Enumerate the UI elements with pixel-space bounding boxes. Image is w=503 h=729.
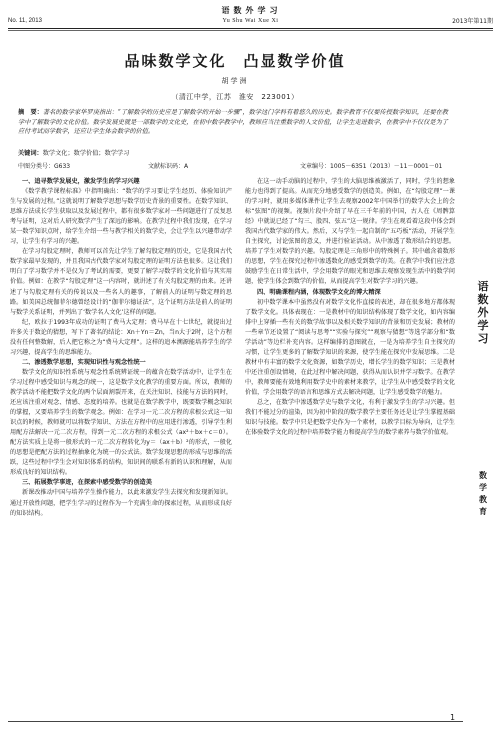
sidebar-magazine-name <box>470 280 496 345</box>
clc-number: 中图分类号：G633 <box>18 163 71 170</box>
vertical-char: 语 <box>477 280 489 293</box>
keywords <box>18 148 129 157</box>
section-heading: 三、拓展数学事迹，在探索中感受数学的创造美 <box>22 479 152 487</box>
paragraph: 纪，欧拉于1993年成功的证明了费马大定理；费马早在十七世纪，就提出过许多关于数论的猜想，写下了著名的结论：Xn＋Yn＝Zn，当n大于2时，这个方程没有任何整数解，后人把它称之为“费马大定理”。这样的追本溯源能培养学生的学习兴趣，提高学生的思维能力。 <box>10 318 232 356</box>
section-heading: 二、渗透数学思想，实现知识性与观念性统一 <box>22 358 146 366</box>
article-affiliation: （清江中学，江苏 淮安 223001） <box>171 93 299 101</box>
magazine-masthead: 语数外学习 <box>221 5 282 15</box>
right-column <box>245 177 455 438</box>
article-title: 品味数学文化 凸显数学价值 <box>124 52 346 70</box>
document-code: 文献标识码：A <box>148 163 189 170</box>
page-number: 1 <box>450 713 456 722</box>
left-column <box>10 177 232 519</box>
abstract <box>18 108 448 137</box>
vertical-char: 习 <box>477 332 489 345</box>
paragraph: 新课改推动中国与培养学生操作能力，以此来激发学生去探究和发现新知识。通过开放性问题，把学生学习的过程作为一个充满生命的探索过程，从而形成良好的知识结构。 <box>10 489 232 517</box>
issue-left: No. 11, 2013 <box>8 18 42 24</box>
section-heading: 四、明确课程内涵，体现数学文化的博大精深 <box>257 288 381 296</box>
paragraph: 数学文化的知识性系统与观念性系统辨证统一的蕴含在数学活动中，让学生在学习过程中感受知识与观念的统一，这是数学文化教学的重要方面。所以，教师的教学活动不能把数学文化的两个层面割裂开来，在关注知识、技能与方法的同时，还应该注重对观念、情感、态度的培养。也就是在数学教学中，既要数学概念知识的掌握，又要培养学生的数学观念。例如：在学习一元二次方程的求根公式这一知识点的时候，教师就可以将数学知识、方法在方程中的应用进行渗透，引导学生利用配方法解决一元二次方程，得到一元二次方程的求根公式（ax²＋bx＋c＝0）。配方法实质上是将一般形式的一元二次方程转化为y＝（ax＋b）²的形式，一般化的思想是把配方法的过程抽象化为统一的公式法。数学发现思想的形成与思维的活跃，这些过程中学生会对知识体系的结构，知识间的联系有新的认识和理解，从而形成良好的知识结构。 <box>10 368 232 477</box>
paragraph: 《数学教学课程标准》中指明确出：“数学的学习要让学生经历、体验知识产生与发展的过程。”这就说明了解数学思想与数学历史背景的重要性。在数学知识、思维方法成长学生获取以及发展过程中，都有很多数学家对一些问题进行了反复思考与证明，这对后人研究数学产生了深远的影响。在教学过程中我们发现，在学习某一数学知识点时，给学生介绍一些与教学相关的数学史，会让学生以兴趣带动学习，让学生有学习的兴趣。 <box>10 188 232 246</box>
vertical-char: 育 <box>479 507 487 516</box>
issue-right: 2013年第11期 <box>452 18 493 25</box>
paragraph: 在学习勾股定理时，教师可以首先让学生了解勾股定理的历史，它是我国古代数学家最早发现的，并且我国古代数学家对勾股定理的证明方法也很多。这让我们明白了学习数学并不是仅为了考试的需要，更要了解学习数学的文化价值与其实用价值。例如：在教学“勾股定理”这一内容时，就讲述了有关勾股定理的由来。还讲述了与勾股定理有关的传说以及一些名人的趣事，了解前人的证明与数定理的思路。如美国总统伽菲尔德曾经设计的“伽菲尔德证法”，这个证明方法是前人的证明与数学关系证明，并列出了‘数学名人文化’这样的问题。 <box>10 248 232 316</box>
bottom-rule <box>8 721 463 722</box>
sidebar-subtitle <box>476 470 490 518</box>
paragraph: 初中数学课本中虽然没有对数学文化作直接的表述，却在很多地方都体现了数学文化。具体表现在：一是教材中的知识结构体现了数学文化，如内容编排中上穿插一些有关的数学故事以及相关数学知识的背景和历史发展；教材的一些章节还设置了“阅读与思考”“实验与探究”“观察与猜想”等选学部分和“数学活动”等边栏补充内容。这样编排的意图就在，一是为培养学生自主探究的习惯，让学生更多的了解数学知识的来源，使学生能在探究中发展思维。二是教材中有丰富的数学文化资源，如数学历史，增长学生的数学知识；三是教材中还注重创设情境，在此过程中解决问题，获得从而认识并学习数学。在教学中，教师要能有效地利用数学史中的素材来教学，让学生从中感受数学的文化价值，学会用数学的语言和思维方式去解决问题，让学生感受数学的魅力。 <box>245 298 455 396</box>
running-header <box>8 17 493 26</box>
header-rule-thin <box>8 30 493 31</box>
vertical-char: 学 <box>479 483 487 492</box>
keywords-label: 关键词： <box>18 150 43 157</box>
vertical-char: 数 <box>477 293 489 306</box>
abstract-text: 著名的数学家华罗庚指出：“了解数学的历史应是了解数学的开始一步骤”，数学这门学科有着悠久的历史。数学教育不仅要传授数学知识，还要在教学中了解数学的文化价值。数学发展史就是一部数学的文化史，在初中数学教学中，教师应当注重数学的人文价值，让学生走进数学，在教学中不仅仅是为了应付考试而学数学，还应让学生体会数学的价值。 <box>18 109 448 136</box>
article-author: 胡学洲 <box>221 77 249 85</box>
vertical-char: 外 <box>477 306 489 319</box>
keywords-text: 数学文化；数学价值；数学学习 <box>42 150 130 157</box>
section-heading: 一、追寻数学发展史，激发学生的学习兴趣 <box>22 178 140 185</box>
vertical-char: 数 <box>479 471 487 480</box>
abstract-label: 摘 要： <box>18 109 43 116</box>
paragraph: 总之，在数学中渗透数学史与数学文化，有利于激发学生的学习兴趣。但我们不能过分的渲染，因为初中阶段的数学教学主要任务还是让学生掌握基础知识与技能。数学中只是把数学史作为一个素材，以教学目标为导向，让学生在体验数学文化的过程中培养数学能力和提高学生的数学素养与数学价值观。 <box>245 399 455 437</box>
vertical-char: 学 <box>477 319 489 332</box>
paragraph: 在这一动手动脑的过程中，学生的大脑思维被激活了，同时，学生的想象能力也得到了提高。从而充分地感受数学的创造美。例如，在“勾股定理”一课的学习时，就用多媒体课件让学生去观察2002年中国举行的数学大会上的会标“弦图”的视频。视频片段中介绍了早在三千年前的中国，古人在《周髀算经》中就说已经了“勾三、股四、弦五”这一规律。学生在观看着这段中体会到我国古代数学家的伟大。然后，又与学生一起自制的“五巧板”活动，开展学生自主探究，讨论弦图的意义，并进行验证活动。从中渗透了数形结合的思想。培养了学生对数学的兴趣。勾股定理是三角形中的特殊例子。其中蕴含着数形的思想，学生在探究过程中渗透数化的感受到数学的美。在教学中我们应注意鼓励学生在日常生活中，学会用数学的眼光和思维去观察发现生活中的数学问题，使学生体会到数学的价值，从而提高学生对数学学习的兴趣。 <box>245 178 455 286</box>
article-number: 文章编号：1005－6351（2013）－11－0001－01 <box>300 163 443 170</box>
magazine-pinyin: Yu Shu Wai Xue Xi <box>222 18 279 24</box>
vertical-char: 教 <box>479 495 487 504</box>
header-rule <box>8 28 493 29</box>
